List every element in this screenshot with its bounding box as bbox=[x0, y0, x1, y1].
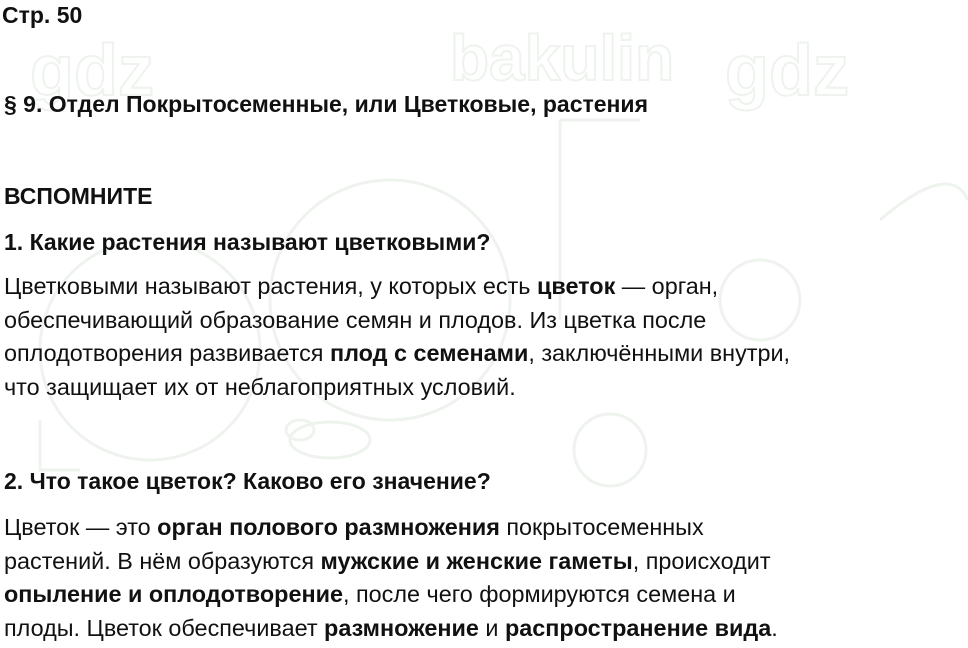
answer-key-term: распространение вида bbox=[504, 614, 772, 641]
answer-text-run: — орган, bbox=[615, 273, 719, 299]
answer-key-term: мужские и женские гаметы bbox=[320, 547, 633, 574]
watermark-text-left: gdz bbox=[30, 31, 154, 111]
answer-text-run: , заключёнными внутри, bbox=[528, 340, 791, 366]
answer-key-term: цветок bbox=[537, 273, 616, 299]
answer-text bbox=[4, 511, 968, 645]
answer-text-run: обеспечивающий образование семян и плодов. Из цветка после bbox=[4, 306, 707, 333]
answer-line bbox=[4, 337, 968, 371]
answer-line bbox=[4, 511, 968, 545]
answer-line bbox=[4, 371, 968, 405]
answer-line bbox=[4, 612, 968, 646]
answer-key-term: орган полового размножения bbox=[157, 514, 500, 540]
answer-text-run: растений. В нём образуются bbox=[4, 547, 321, 574]
answer-line bbox=[4, 270, 968, 304]
answer-text-run: , после чего формируются семена и bbox=[342, 581, 736, 607]
answer-text bbox=[4, 270, 968, 404]
answer-line bbox=[4, 545, 968, 579]
answer-key-term: плод с семенами bbox=[329, 340, 529, 366]
answer-key-term: опыление и оплодотворение bbox=[4, 581, 343, 607]
remember-heading: ВСПОМНИТЕ bbox=[4, 183, 153, 209]
answer-key-term: размножение bbox=[324, 614, 479, 641]
answer-text-run: Цветковыми называют растения, у которых есть bbox=[4, 273, 537, 299]
answer-text-run: что защищает их от неблагоприятных условий. bbox=[4, 373, 516, 400]
answer-text-run: , происходит bbox=[632, 547, 771, 574]
answer-line bbox=[4, 304, 968, 338]
answer-text-run: Цветок — это bbox=[4, 514, 158, 540]
answer-line bbox=[4, 578, 968, 612]
watermark-text-right: gdz bbox=[725, 31, 849, 111]
question-title: 2. Что такое цветок? Каково его значение? bbox=[4, 468, 491, 494]
answer-text-run: покрытосеменных bbox=[499, 514, 704, 540]
answer-text-run: . bbox=[771, 614, 778, 641]
watermark-text-center: bakulin bbox=[450, 22, 675, 94]
answer-text-run: оплодотворения развивается bbox=[4, 340, 330, 366]
section-title: § 9. Отдел Покрытосеменные, или Цветковые, растения bbox=[4, 91, 648, 117]
page-label: Стр. 50 bbox=[2, 2, 83, 28]
answer-text-run: плоды. Цветок обеспечивает bbox=[4, 614, 325, 641]
answer-text-run: и bbox=[478, 614, 505, 641]
question-title: 1. Какие растения называют цветковыми? bbox=[4, 229, 491, 255]
